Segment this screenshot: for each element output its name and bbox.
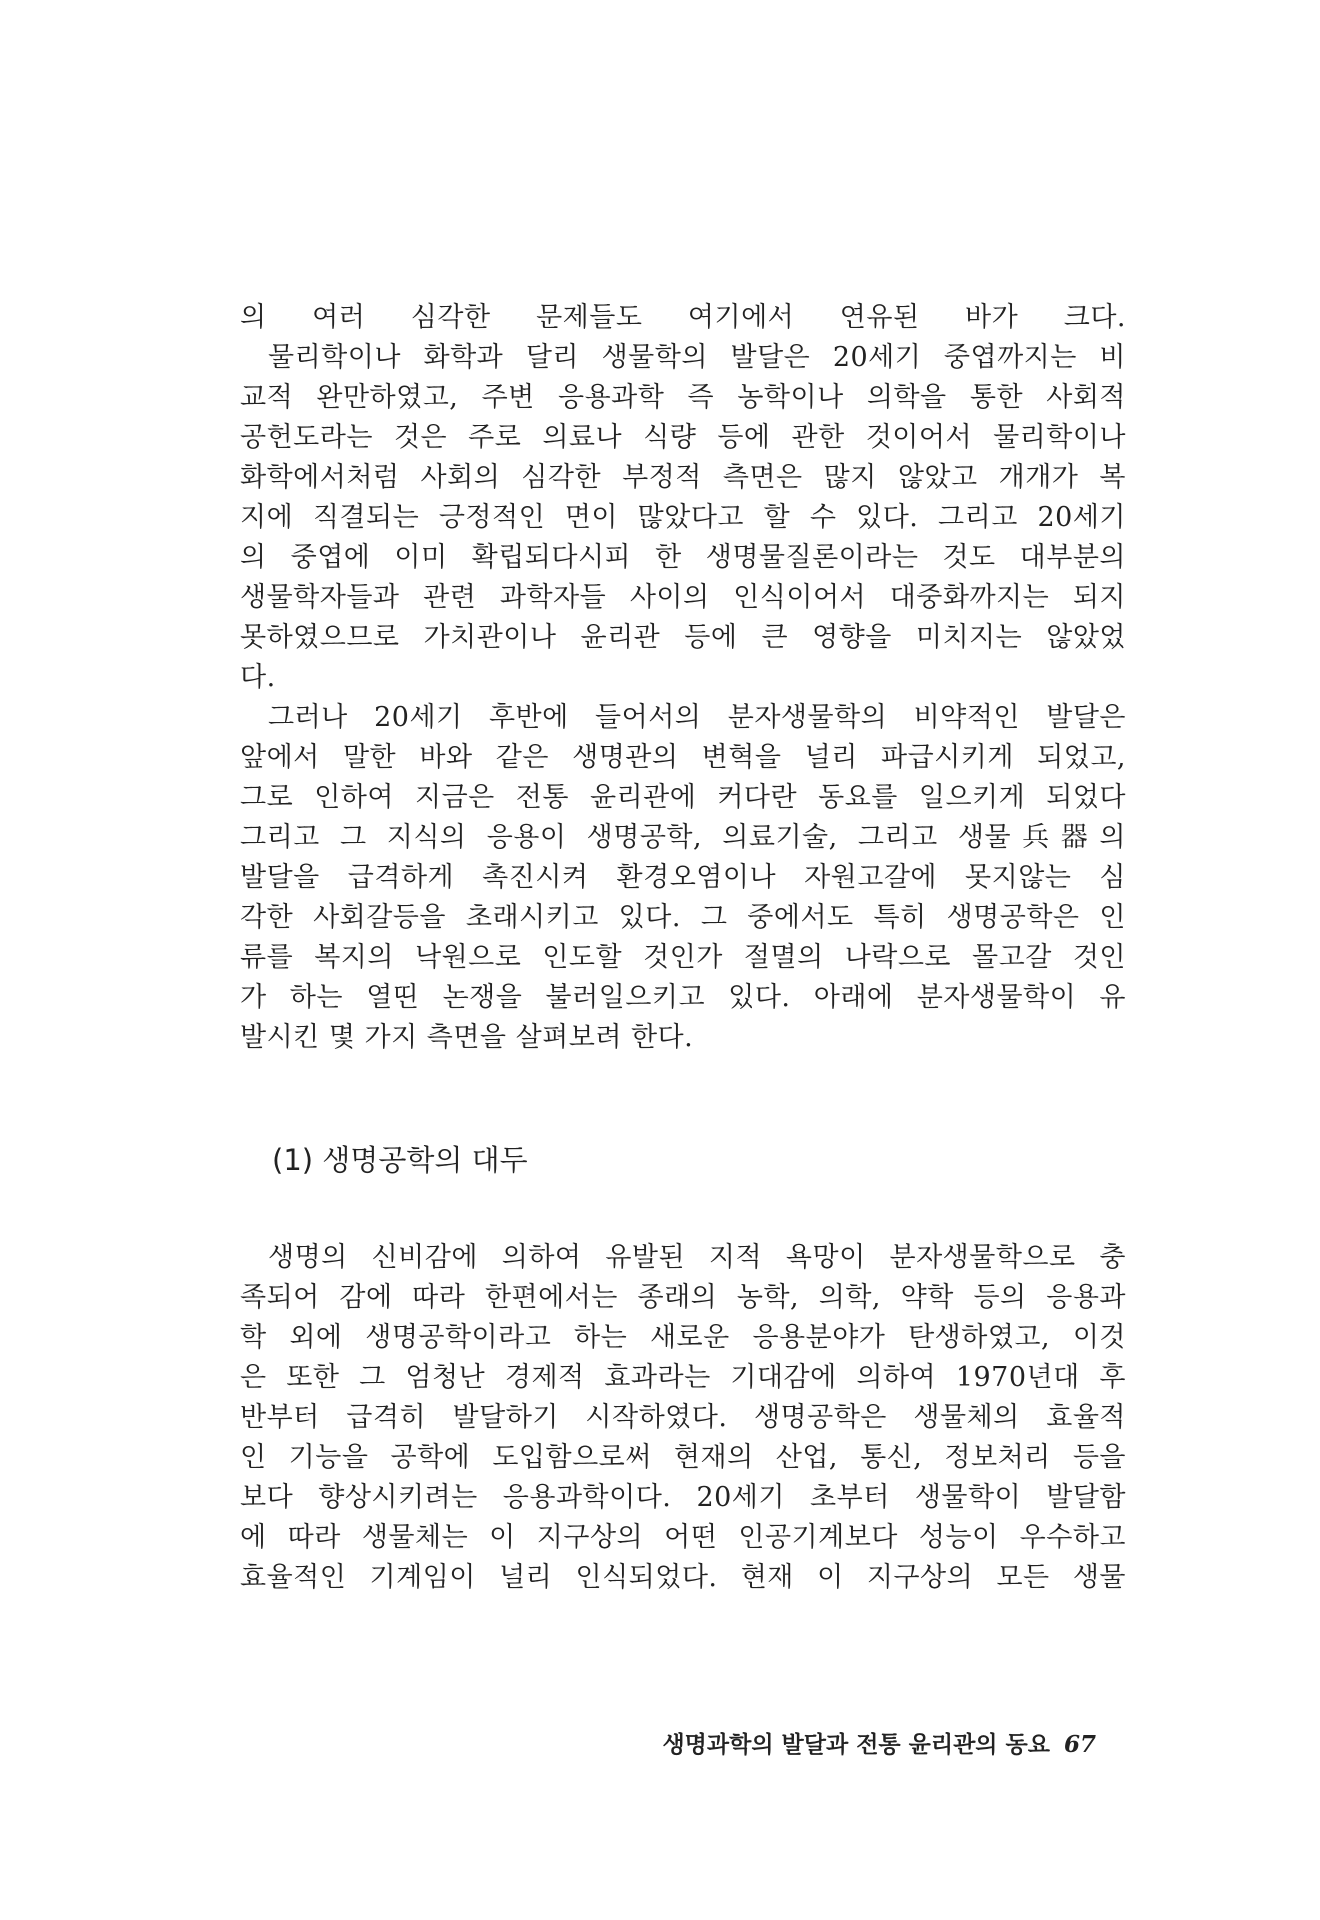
text-line: 물리학이나 화학과 달리 생물학의 발달은 20세기 중엽까지는 비: [268, 342, 1126, 373]
text-line: 의 여러 심각한 문제들도 여기에서 연유된 바가 크다.: [240, 302, 1126, 333]
text-line: 족되어 감에 따라 한편에서는 종래의 농학, 의학, 약학 등의 응용과: [240, 1282, 1126, 1313]
text-line: 은 또한 그 엄청난 경제적 효과라는 기대감에 의하여 1970년대 후: [240, 1362, 1126, 1393]
text-line: 학 외에 생명공학이라고 하는 새로운 응용분야가 탄생하였고, 이것: [240, 1322, 1126, 1353]
text-line: 못하였으므로 가치관이나 윤리관 등에 큰 영향을 미치지는 않았었: [240, 622, 1126, 653]
text-line: 지에 직결되는 긍정적인 면이 많았다고 할 수 있다. 그리고 20세기: [240, 502, 1126, 533]
text-line: 발달을 급격하게 촉진시켜 환경오염이나 자원고갈에 못지않는 심: [240, 862, 1126, 893]
text-line: 화학에서처럼 사회의 심각한 부정적 측면은 많지 않았고 개개가 복: [240, 462, 1126, 493]
text-line: 의 중엽에 이미 확립되다시피 한 생명물질론이라는 것도 대부분의: [240, 542, 1126, 573]
text-line: 앞에서 말한 바와 같은 생명관의 변혁을 널리 파급시키게 되었고,: [240, 742, 1126, 773]
page-number: 67: [1063, 1731, 1096, 1758]
text-line: 교적 완만하였고, 주변 응용과학 즉 농학이나 의학을 통한 사회적: [240, 382, 1126, 413]
text-line: 그리고 그 지식의 응용이 생명공학, 의료기술, 그리고 생물兵器의: [240, 822, 1126, 853]
text-line: 인 기능을 공학에 도입함으로써 현재의 산업, 통신, 정보처리 등을: [240, 1442, 1126, 1473]
body-text-block: [240, 298, 1126, 1058]
text-line: 반부터 급격히 발달하기 시작하였다. 생명공학은 생물체의 효율적: [240, 1402, 1126, 1433]
page-footer: [662, 1730, 1096, 1760]
body-text-block: [240, 1238, 1126, 1598]
text-line: 그러나 20세기 후반에 들어서의 분자생물학의 비약적인 발달은: [268, 702, 1126, 733]
running-title: 생명과학의 발달과 전통 윤리관의 동요: [662, 1731, 1050, 1758]
text-line: 에 따라 생물체는 이 지구상의 어떤 인공기계보다 성능이 우수하고: [240, 1522, 1126, 1553]
text-line: 가 하는 열띤 논쟁을 불러일으키고 있다. 아래에 분자생물학이 유: [240, 982, 1126, 1013]
text-line: 류를 복지의 낙원으로 인도할 것인가 절멸의 나락으로 몰고갈 것인: [240, 942, 1126, 973]
text-line: 생물학자들과 관련 과학자들 사이의 인식이어서 대중화까지는 되지: [240, 582, 1126, 613]
text-line: 각한 사회갈등을 초래시키고 있다. 그 중에서도 특히 생명공학은 인: [240, 902, 1126, 933]
text-line: 발시킨 몇 가지 측면을 살펴보려 한다.: [240, 1022, 694, 1053]
text-line: 그로 인하여 지금은 전통 윤리관에 커다란 동요를 일으키게 되었다: [240, 782, 1126, 813]
section-heading: (1) 생명공학의 대두: [272, 1143, 528, 1177]
text-line: 다.: [240, 662, 276, 693]
text-line: 효율적인 기계임이 널리 인식되었다. 현재 이 지구상의 모든 생물: [240, 1562, 1126, 1593]
text-line: 보다 향상시키려는 응용과학이다. 20세기 초부터 생물학이 발달함: [240, 1482, 1126, 1513]
text-line: 생명의 신비감에 의하여 유발된 지적 욕망이 분자생물학으로 충: [268, 1242, 1126, 1273]
text-line: 공헌도라는 것은 주로 의료나 식량 등에 관한 것이어서 물리학이나: [240, 422, 1126, 453]
